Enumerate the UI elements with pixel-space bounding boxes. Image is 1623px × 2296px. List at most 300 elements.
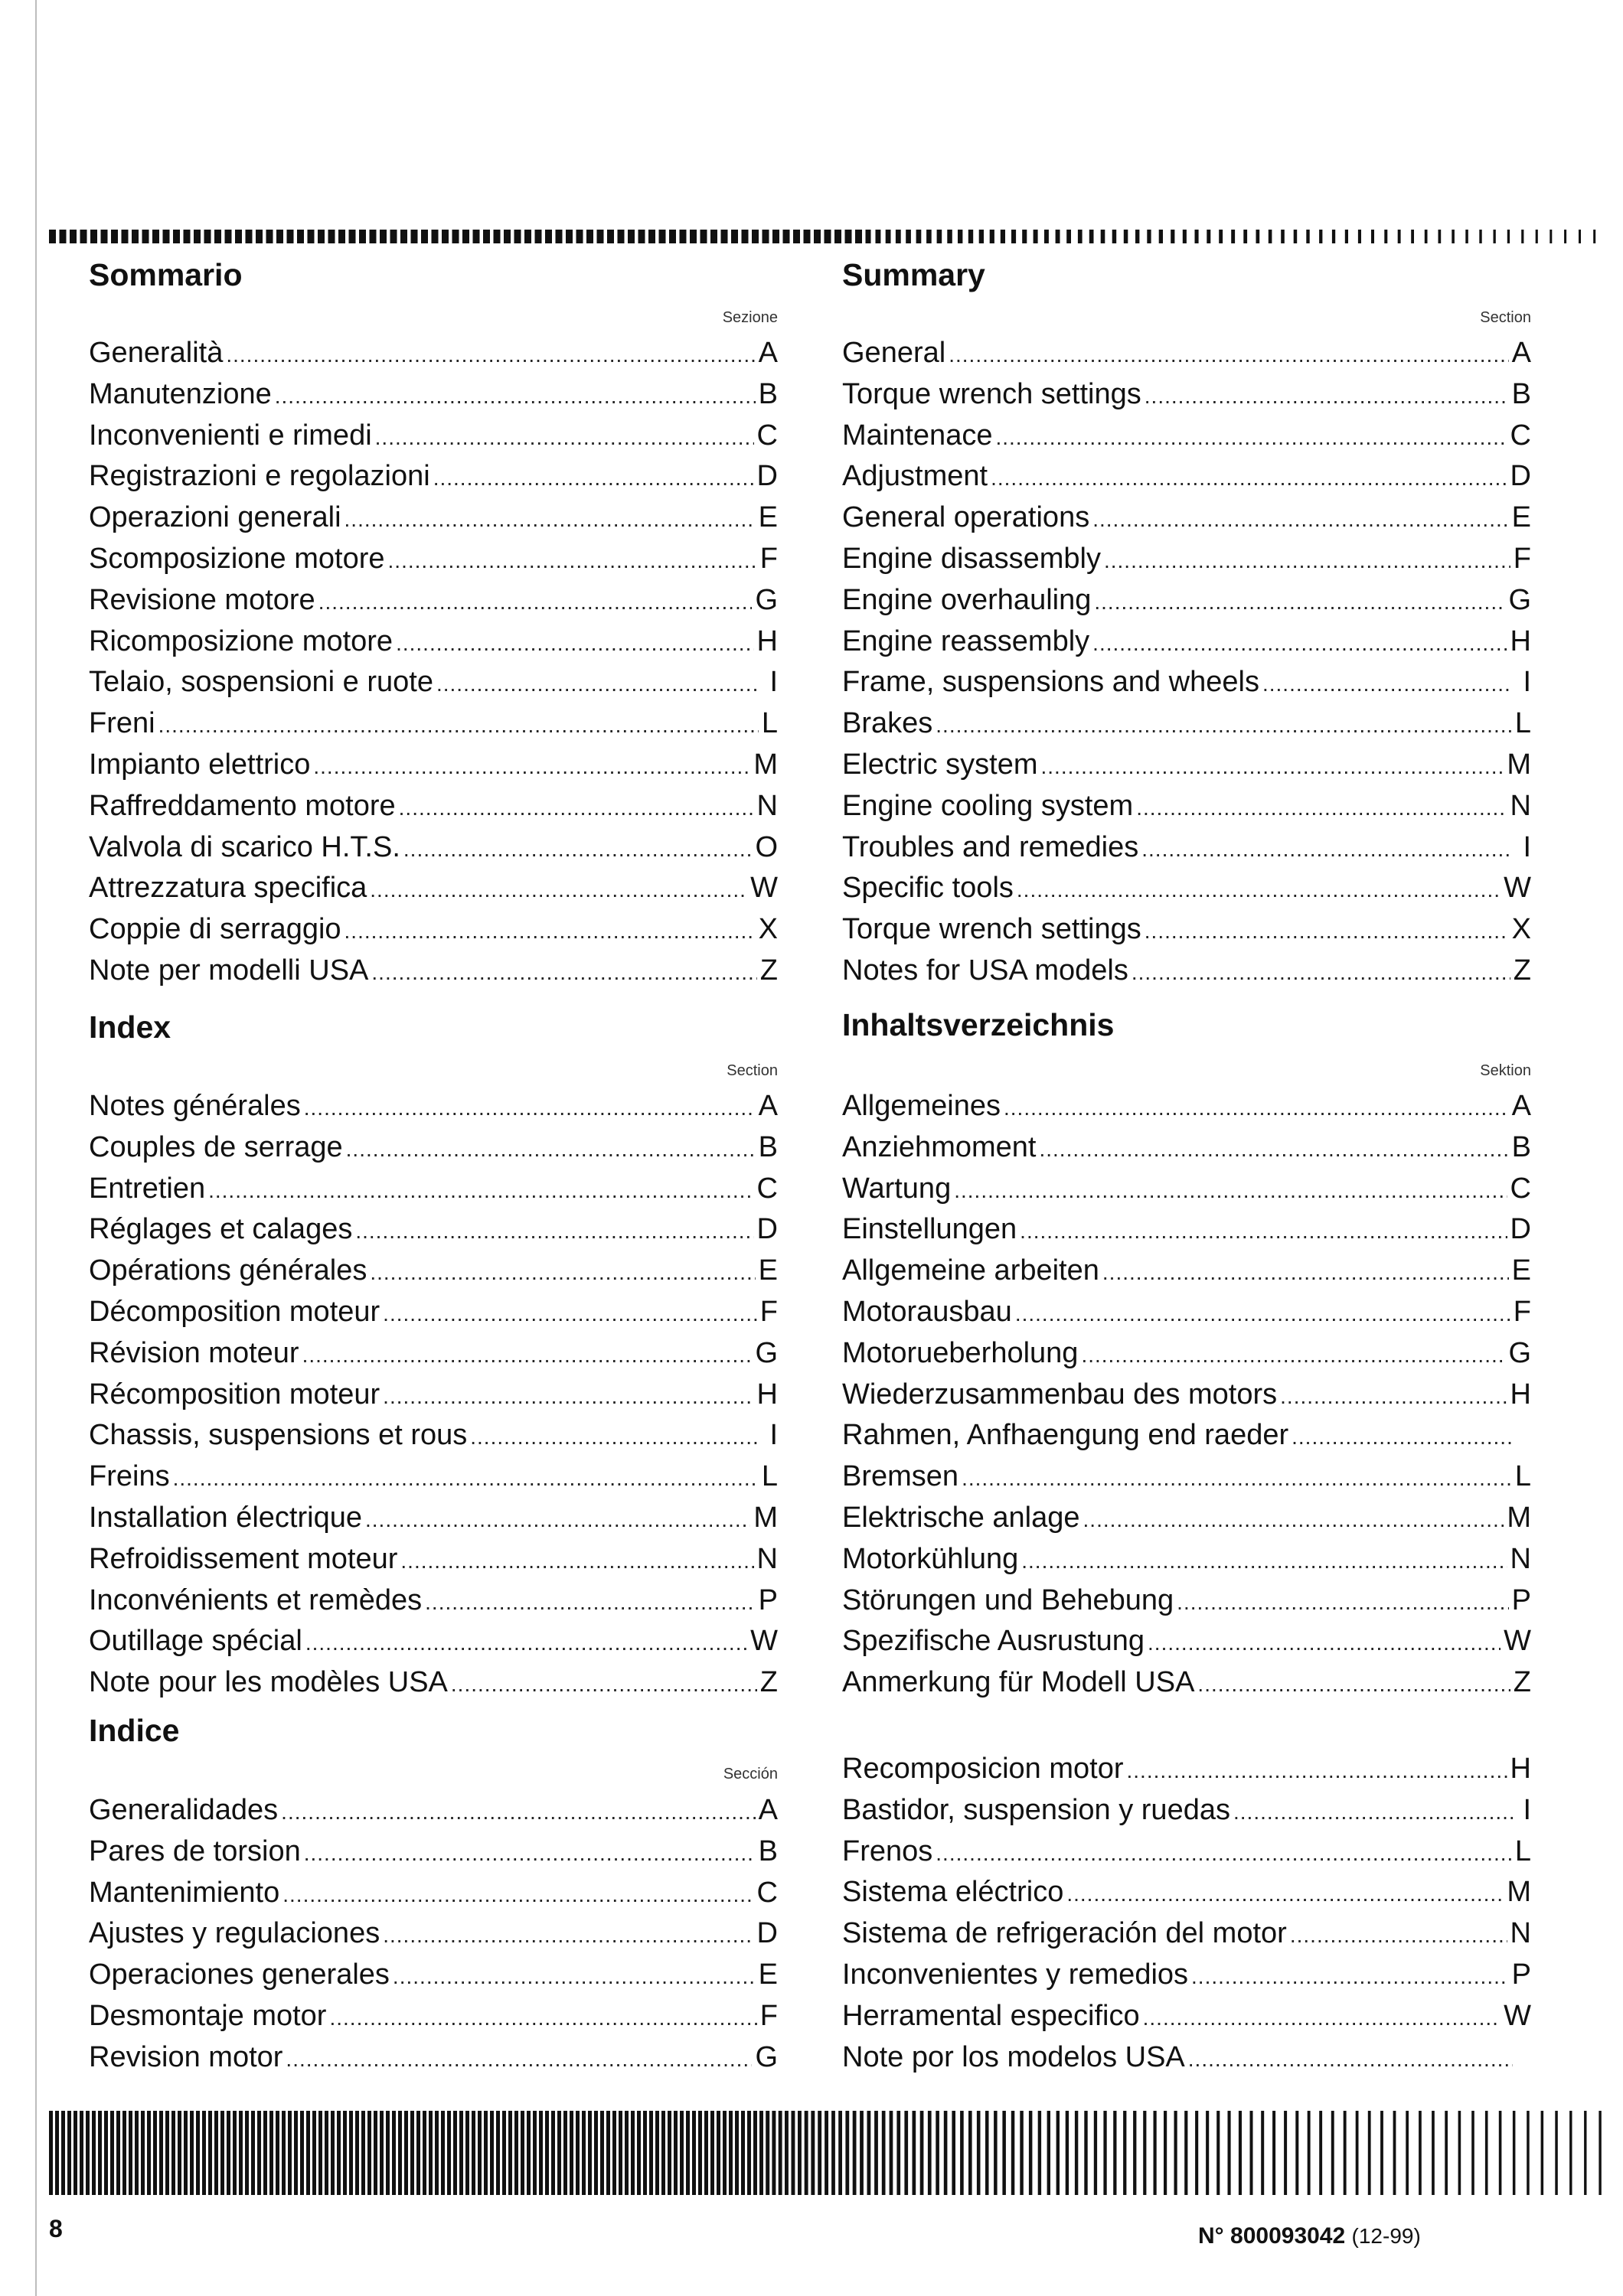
toc-leader-dots	[282, 1874, 753, 1916]
bar-segment	[686, 2111, 690, 2195]
toc-entry	[89, 1291, 778, 1332]
toc-leader-dots	[396, 623, 753, 664]
bar-segment	[370, 230, 377, 243]
toc-entry-section: D	[1510, 460, 1531, 493]
toc-leader-dots	[949, 334, 1508, 376]
toc-entry-section: D	[756, 460, 778, 493]
bar-segment	[811, 2111, 815, 2195]
toc-entry	[89, 703, 778, 744]
bar-segment	[142, 230, 149, 243]
bar-segment	[472, 2111, 475, 2195]
bar-segment	[1393, 2111, 1396, 2195]
toc-leader-dots	[1148, 1623, 1501, 1664]
toc-entry	[842, 497, 1531, 538]
bar-segment	[1103, 2111, 1106, 2195]
toc-entry-section: G	[755, 1336, 778, 1369]
toc-entry-section: I	[1523, 830, 1531, 863]
bar-segment	[759, 2111, 763, 2195]
toc-entry-section: N	[756, 789, 778, 822]
bar-segment	[1001, 230, 1005, 243]
bar-segment	[1308, 2111, 1311, 2195]
toc-entry-text: Generalidades	[89, 1794, 279, 1826]
bar-segment	[432, 230, 439, 243]
toc-entry-text: Mantenimiento	[89, 1876, 280, 1909]
toc-entry-section: G	[1508, 583, 1531, 616]
bar-segment	[928, 2111, 932, 2195]
toc-entry	[89, 1872, 778, 1913]
bar-segment	[521, 2111, 524, 2195]
toc-entry-text: Réglages et calages	[89, 1213, 353, 1246]
bar-segment	[1135, 230, 1139, 243]
toc-entry	[842, 661, 1531, 703]
bar-segment	[111, 230, 118, 243]
bar-segment	[804, 230, 811, 243]
toc-leader-dots	[370, 1252, 755, 1293]
toc-entry	[842, 1995, 1531, 2037]
toc-entry-text: Pares de torsion	[89, 1835, 301, 1867]
toc-leader-dots	[1177, 1582, 1508, 1623]
bar-segment	[1219, 230, 1223, 243]
indice-label: Sección	[723, 1766, 778, 1782]
toc-leader-dots	[1126, 1750, 1507, 1792]
toc-entry-section: D	[756, 1213, 778, 1246]
toc-entry	[89, 1662, 778, 1703]
bar-segment	[772, 2111, 776, 2195]
bar-segment	[977, 2111, 981, 2195]
toc-entry-section: C	[756, 419, 778, 452]
bar-segment	[628, 230, 635, 243]
toc-leader-dots	[305, 1623, 747, 1664]
toc-entry	[842, 332, 1531, 373]
toc-entry-text: Recomposicion motor	[842, 1753, 1124, 1785]
bar-segment	[1002, 2111, 1006, 2195]
bar-segment	[1527, 2111, 1530, 2195]
bar-segment	[239, 2111, 243, 2195]
toc-entry	[842, 538, 1531, 579]
toc-entry	[89, 1995, 778, 2037]
toc-leader-dots	[1021, 1541, 1507, 1582]
bar-segment	[328, 230, 335, 243]
bar-segment	[818, 2111, 821, 2195]
toc-leader-dots	[962, 1458, 1512, 1499]
bar-segment	[1398, 230, 1401, 243]
bar-segment	[1521, 230, 1523, 243]
bar-segment	[1261, 2111, 1264, 2195]
bar-segment	[825, 2111, 828, 2195]
toc-entry	[842, 1789, 1531, 1831]
bar-segment	[374, 2111, 377, 2195]
toc-entry-section: P	[758, 1583, 778, 1616]
toc-entry	[89, 1414, 778, 1456]
bar-segment	[631, 2111, 635, 2195]
bar-segment	[607, 230, 614, 243]
bar-segment	[276, 230, 283, 243]
bar-segment	[792, 2111, 795, 2195]
bar-segment	[308, 230, 315, 243]
bar-segment	[404, 2111, 408, 2195]
toc-leader-dots	[371, 952, 756, 993]
bar-segment	[1564, 230, 1566, 243]
bar-segment	[882, 2111, 886, 2195]
toc-entry-text: Specific tools	[842, 872, 1014, 905]
bar-segment	[1011, 230, 1016, 243]
bar-segment	[661, 2111, 665, 2195]
toc-leader-dots	[954, 1170, 1507, 1212]
toc-entry-text: Motorkühlung	[842, 1542, 1019, 1575]
bar-segment	[452, 230, 459, 243]
bar-segment	[1216, 2111, 1220, 2195]
toc-entry-text: Refroidissement moteur	[89, 1542, 398, 1575]
toc-entry-section: E	[758, 1254, 778, 1287]
bar-segment	[1584, 2111, 1586, 2195]
toc-entry-text: Störungen und Behebung	[842, 1583, 1174, 1616]
bottom-bar-pattern	[49, 2111, 1608, 2195]
bar-segment	[723, 2111, 727, 2195]
bar-segment	[860, 2111, 864, 2195]
bar-segment	[478, 2111, 482, 2195]
bar-segment	[1159, 230, 1163, 243]
bar-segment	[441, 2111, 445, 2195]
bar-segment	[556, 230, 563, 243]
toc-entry-text: Bremsen	[842, 1460, 959, 1493]
toc-entry	[842, 1497, 1531, 1538]
toc-entry-text: Troubles and remedies	[842, 830, 1139, 863]
bar-segment	[625, 2111, 629, 2195]
bar-segment	[1066, 230, 1071, 243]
bar-segment	[838, 2111, 842, 2195]
bar-segment	[514, 230, 521, 243]
bar-segment	[494, 230, 501, 243]
toc-entry	[842, 415, 1531, 456]
toc-entry-section: B	[1511, 1130, 1531, 1163]
toc-leader-dots	[1290, 1915, 1507, 1956]
bar-segment	[214, 2111, 218, 2195]
bar-segment	[49, 230, 56, 243]
bar-segment	[958, 230, 962, 243]
bar-segment	[576, 230, 583, 243]
toc-leader-dots	[304, 1833, 756, 1874]
bar-segment	[1471, 2111, 1474, 2195]
bar-segment	[968, 2111, 972, 2195]
toc-entry-text: Spezifische Ausrustung	[842, 1625, 1145, 1658]
bar-segment	[1555, 2111, 1558, 2195]
toc-entry-text: Sistema eléctrico	[842, 1876, 1064, 1909]
bar-segment	[1419, 2111, 1422, 2195]
toc-entry-section: F	[759, 543, 778, 575]
bar-segment	[214, 230, 221, 243]
bar-segment	[90, 230, 97, 243]
toc-leader-dots	[318, 582, 753, 623]
toc-entry-text: Récomposition moteur	[89, 1378, 380, 1411]
toc-entry-text: Notes for USA models	[842, 954, 1128, 987]
toc-entry	[842, 1748, 1531, 1789]
bar-segment	[752, 230, 759, 243]
toc-entry	[89, 1913, 778, 1954]
bar-segment	[742, 230, 749, 243]
toc-entry-section: A	[1511, 1090, 1531, 1122]
bar-segment	[690, 230, 697, 243]
bar-segment	[504, 230, 511, 243]
toc-leader-dots	[1141, 829, 1513, 870]
indice-title: Indice	[89, 1713, 180, 1748]
toc-leader-dots	[1104, 540, 1510, 582]
bar-segment	[171, 2111, 175, 2195]
bar-segment	[1228, 2111, 1231, 2195]
toc-entry-section: B	[758, 1130, 778, 1163]
bar-segment	[184, 2111, 188, 2195]
bar-segment	[655, 2111, 659, 2195]
bar-segment	[178, 2111, 181, 2195]
toc-leader-dots	[286, 2039, 752, 2080]
toc-leader-dots	[365, 1499, 750, 1541]
bar-segment	[648, 230, 655, 243]
toc-entry	[842, 579, 1531, 621]
toc-entry-text: Impianto elettrico	[89, 748, 311, 781]
toc-entry-text: Ajustes y regulaciones	[89, 1917, 380, 1950]
bar-segment	[1029, 2111, 1033, 2195]
toc-entry-section: Z	[1513, 1666, 1531, 1699]
bar-segment	[276, 2111, 279, 2195]
bar-segment	[618, 230, 625, 243]
toc-entry-section: C	[756, 1172, 778, 1205]
bar-segment	[535, 230, 542, 243]
inhalt-title: Inhaltsverzeichnis	[842, 1007, 1115, 1042]
bar-segment	[637, 2111, 641, 2195]
bar-segment	[297, 230, 304, 243]
toc-entry-section: B	[758, 1835, 778, 1867]
bar-segment	[1089, 230, 1094, 243]
toc-leader-dots	[1015, 1293, 1510, 1335]
bar-segment	[245, 2111, 249, 2195]
bar-segment	[1368, 2111, 1371, 2195]
toc-entry	[89, 785, 778, 827]
bar-segment	[936, 2111, 939, 2195]
bar-segment	[890, 2111, 893, 2195]
bar-segment	[312, 2111, 316, 2195]
toc-entry-section: W	[1504, 872, 1531, 905]
toc-leader-dots	[355, 1211, 753, 1252]
bar-segment	[400, 230, 407, 243]
bar-segment	[926, 230, 932, 243]
toc-entry	[842, 1662, 1531, 1703]
bar-segment	[318, 230, 325, 243]
toc-leader-dots	[1143, 1998, 1501, 2039]
bar-segment	[1332, 230, 1335, 243]
toc-entry-text: Anmerkung für Modell USA	[842, 1666, 1195, 1699]
toc-entry-section: A	[758, 337, 778, 369]
toc-leader-dots	[1136, 788, 1507, 829]
bar-segment	[338, 230, 345, 243]
toc-leader-dots	[383, 1376, 753, 1417]
toc-entry	[842, 908, 1531, 950]
bar-segment	[349, 2111, 353, 2195]
toc-leader-dots	[1081, 1335, 1505, 1376]
toc-entry	[842, 1250, 1531, 1291]
toc-leader-dots	[313, 746, 750, 788]
toc-entry-section: M	[1507, 1502, 1531, 1534]
toc-entry-text: Einstellungen	[842, 1213, 1017, 1246]
toc-entry-text: Manutenzione	[89, 377, 272, 410]
toc-leader-dots	[383, 1293, 757, 1335]
bar-segment	[704, 2111, 708, 2195]
bar-segment	[1094, 2111, 1097, 2195]
bar-segment	[147, 2111, 151, 2195]
toc-entry	[89, 332, 778, 373]
bar-segment	[594, 2111, 598, 2195]
bar-segment	[269, 2111, 273, 2195]
bar-segment	[766, 2111, 769, 2195]
bar-segment	[1075, 2111, 1078, 2195]
toc-leader-dots	[936, 705, 1512, 746]
toc-entry-section: G	[755, 583, 778, 616]
bar-segment	[563, 2111, 567, 2195]
bar-segment	[1143, 2111, 1146, 2195]
toc-entry	[89, 908, 778, 950]
toc-entry-text: Allgemeine arbeiten	[842, 1254, 1099, 1287]
bar-segment	[98, 2111, 102, 2195]
bar-segment	[649, 2111, 653, 2195]
bar-segment	[1579, 230, 1581, 243]
bar-segment	[1113, 2111, 1116, 2195]
bar-segment	[1206, 2111, 1209, 2195]
toc-leader-dots	[1145, 376, 1509, 417]
toc-entry-text: Opérations générales	[89, 1254, 367, 1287]
toc-entry	[842, 621, 1531, 662]
toc-entry-text: Engine reassembly	[842, 625, 1090, 657]
toc-leader-dots	[1040, 746, 1504, 788]
toc-entry	[842, 373, 1531, 415]
bar-segment	[490, 2111, 494, 2195]
bar-segment	[1195, 230, 1199, 243]
bar-segment	[700, 230, 707, 243]
inhalt-label: Sektion	[1480, 1062, 1531, 1079]
toc-entry-section: N	[756, 1542, 778, 1575]
toc-entry-section: N	[1510, 789, 1531, 822]
toc-entry	[89, 827, 778, 868]
toc-entry-section: F	[759, 2000, 778, 2032]
bar-segment	[442, 230, 449, 243]
toc-entry-section: H	[756, 1378, 778, 1411]
toc-leader-dots	[1191, 1956, 1509, 1998]
toc-entry	[89, 1497, 778, 1538]
toc-entry-section: M	[753, 1502, 778, 1534]
toc-entry-text: Note pour les modèles USA	[89, 1666, 448, 1699]
bar-segment	[669, 230, 676, 243]
toc-entry-section: I	[1523, 666, 1531, 699]
bar-segment	[220, 2111, 224, 2195]
bar-segment	[913, 2111, 916, 2195]
toc-entry-section: H	[1510, 1378, 1531, 1411]
bar-segment	[834, 230, 841, 243]
toc-entry-section: G	[755, 2040, 778, 2073]
toc-entry-section: W	[750, 872, 778, 905]
toc-entry	[842, 744, 1531, 785]
index-label: Section	[727, 1062, 778, 1079]
toc-entry	[89, 1332, 778, 1374]
toc-entry-text: Operaciones generales	[89, 1958, 390, 1991]
bar-segment	[141, 2111, 145, 2195]
bar-segment	[1356, 2111, 1359, 2195]
toc-leader-dots	[1233, 1792, 1513, 1833]
bar-segment	[600, 2111, 604, 2195]
bar-segment	[410, 2111, 414, 2195]
bar-segment	[798, 2111, 802, 2195]
toc-entry-section: W	[1504, 1625, 1531, 1658]
bar-segment	[122, 2111, 126, 2195]
toc-leader-dots	[436, 664, 759, 705]
bar-segment	[533, 2111, 537, 2195]
bar-segment	[225, 230, 232, 243]
bar-segment	[233, 2111, 237, 2195]
toc-leader-dots	[470, 1417, 759, 1458]
bar-segment	[1411, 230, 1414, 243]
bar-segment	[741, 2111, 745, 2195]
toc-entry-section: C	[1510, 419, 1531, 452]
bar-segment	[55, 2111, 59, 2195]
bar-segment	[1295, 2111, 1298, 2195]
bar-segment	[551, 2111, 555, 2195]
toc-entry-text: Electric system	[842, 748, 1038, 781]
bar-segment	[1034, 230, 1038, 243]
bar-segment	[165, 2111, 169, 2195]
bar-segment	[1536, 230, 1538, 243]
toc-entry	[89, 1208, 778, 1250]
bar-segment	[1499, 2111, 1502, 2195]
toc-entry-text: Engine cooling system	[842, 789, 1134, 822]
bar-segment	[1078, 230, 1083, 243]
bar-segment	[1384, 230, 1387, 243]
bar-segment	[101, 230, 108, 243]
toc-entry-text: Elektrische anlage	[842, 1502, 1080, 1534]
bar-segment	[153, 2111, 157, 2195]
bar-segment	[1112, 230, 1117, 243]
bar-segment	[135, 2111, 139, 2195]
bar-segment	[208, 2111, 212, 2195]
bar-segment	[1269, 230, 1272, 243]
toc-entry	[842, 1168, 1531, 1209]
index-title: Index	[89, 1009, 171, 1045]
bar-segment	[473, 230, 480, 243]
toc-leader-dots	[208, 1170, 753, 1212]
toc-entry-text: Inconvenienti e rimedi	[89, 419, 372, 452]
bar-segment	[1452, 230, 1455, 243]
bar-segment	[67, 2111, 71, 2195]
toc-leader-dots	[1092, 499, 1508, 540]
toc-entry-text: Outillage spécial	[89, 1625, 302, 1658]
toc-leader-dots	[425, 1582, 755, 1623]
bar-segment	[300, 2111, 304, 2195]
bar-segment	[731, 230, 738, 243]
bar-segment	[331, 2111, 335, 2195]
bar-segment	[793, 230, 800, 243]
bar-segment	[680, 2111, 684, 2195]
bar-segment	[866, 230, 871, 243]
toc-entry-text: Allgemeines	[842, 1090, 1001, 1122]
bar-segment	[785, 2111, 789, 2195]
bar-segment	[643, 2111, 647, 2195]
bar-segment	[1207, 230, 1210, 243]
bar-segment	[1479, 230, 1481, 243]
bar-segment	[465, 2111, 469, 2195]
toc-leader-dots	[1004, 1088, 1509, 1129]
bar-segment	[453, 2111, 457, 2195]
toc-entry	[842, 1456, 1531, 1497]
toc-entry	[842, 1913, 1531, 1954]
bar-segment	[380, 2111, 384, 2195]
toc-entry	[89, 415, 778, 456]
toc-entry-section: E	[1511, 1254, 1531, 1287]
toc-entry-section: D	[756, 1917, 778, 1950]
